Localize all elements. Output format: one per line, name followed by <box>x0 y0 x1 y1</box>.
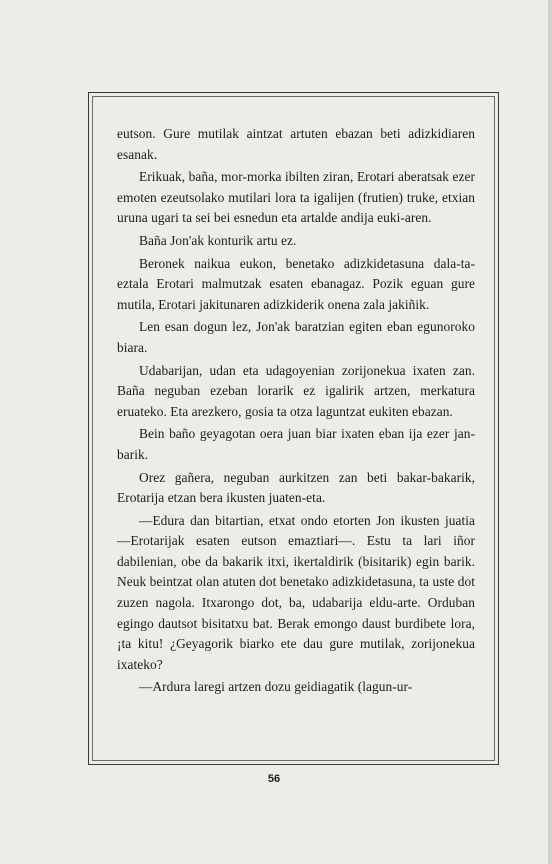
paragraph: Erikuak, baña, mor-morka ibilten ziran, Erotari aberatsak ezer emoten ezeutsolako mutilari lora ta igalijen (frutien) truke, etxian uruna ugari ta sei bei esnedun eta artalde andija euki-aren. <box>117 169 475 226</box>
page-number: 56 <box>267 773 281 785</box>
paragraph: —Ardura laregi artzen dozu geidiagatik (lagun-ur- <box>139 679 413 695</box>
paragraph: Bein baño geyagotan oera juan biar ixaten eban ija ezer jan-barik. <box>117 426 475 462</box>
paragraph: Beronek naikua eukon, benetako adizkidetasuna dala-ta-eztala Erotari malmutzak esaten ebanagaz. Pozik eguan gure mutila, Erotari jakitunaren adizkiderik onena zala jakiñik. <box>117 255 475 312</box>
paragraph: Udabarijan, udan eta udagoyenian zorijonekua ixaten zan. Baña neguban ezeban lorarik ez igalirik artzen, merkatura eruateko. Eta arezkero, gosia ta otza laguntzat eukiten ebazan. <box>117 362 475 419</box>
paragraph: Baña Jon'ak konturik artu ez. <box>139 232 297 248</box>
paragraph: Orez gañera, neguban aurkitzen zan beti bakar-bakarik, Erotarija etzan bera ikusten juaten-eta. <box>117 469 475 506</box>
paragraph: eutson. Gure mutilak aintzat artuten ebazan beti adizkidiaren esanak. <box>117 126 475 162</box>
paragraph: —Edura dan bitartian, etxat ondo etorten Jon ikusten juatia —Erotarijak esaten eutson emaztiari—. Estu ta lari iñor dabilenian, obe da bakarik itxi, ikertaldirik (bisitarik) egin barik. Neuk beintzat olan atuten dot benetako adizkidetasuna, ta uste dot zuzen nagola. Itxarongo dot, ba, udabarija eldu-arte. Orduban egingo dautsot bisitatxu bat. Berak emongo daust burdibete lora, ¡ta kitu! ¿Geyagorik biarko ete dau gure mutilak, zorijonekua ixateko? <box>117 512 475 672</box>
paragraph: Len esan dogun lez, Jon'ak baratzian egiten eban egunoroko biara. <box>117 319 475 355</box>
body-text <box>117 124 475 700</box>
